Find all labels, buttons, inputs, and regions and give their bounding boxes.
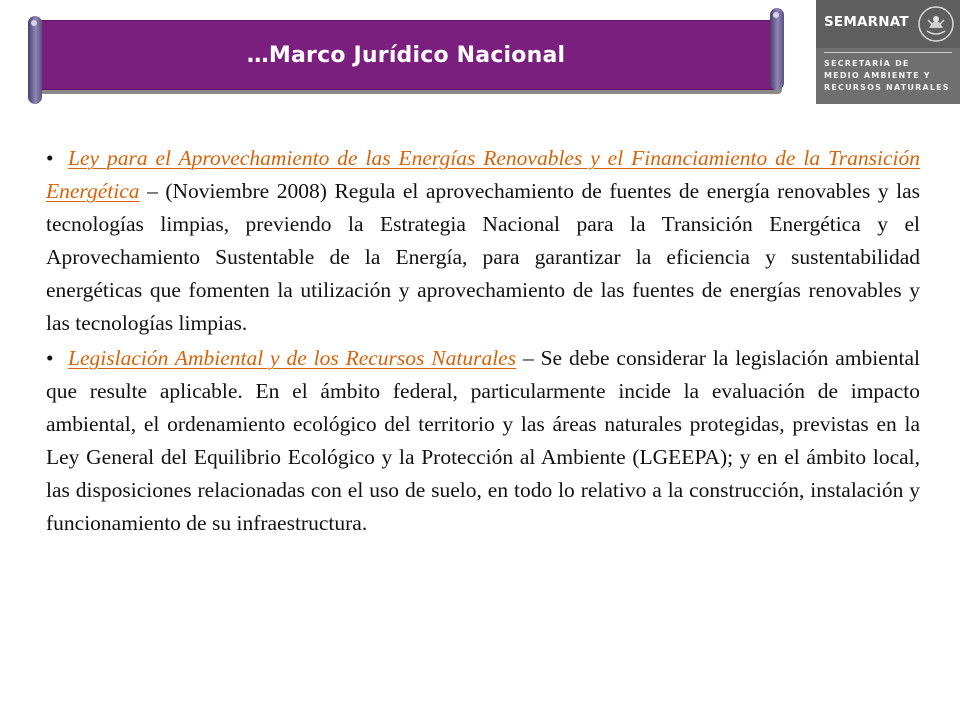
body-content xyxy=(46,142,920,542)
logo-subtitle-line: RECURSOS NATURALES xyxy=(824,83,950,92)
law-link-legislacion-ambiental[interactable]: Legislación Ambiental y de los Recursos Naturales xyxy=(68,346,517,370)
mexican-coat-of-arms-icon xyxy=(916,4,956,44)
logo-subtitle-line: MEDIO AMBIENTE Y xyxy=(824,71,931,80)
law-link-energias-renovables[interactable]: Ley para el Aprovechamiento de las Energías Renovables y el Financiamiento de la Transición Energética xyxy=(46,146,920,203)
semarnat-logo xyxy=(816,0,960,104)
list-item xyxy=(46,342,920,540)
logo-divider xyxy=(824,52,952,53)
logo-name: SEMARNAT xyxy=(824,14,909,30)
item-description: – Se debe considerar la legislación ambiental que resulte aplicable. En el ámbito federal, particularmente incide la evaluación de impacto ambiental, el ordenamiento ecológico del territorio y las áreas naturales protegidas, previstas en la Ley General del Equilibrio Ecológico y la Protección al Ambiente (LGEEPA); y en el ámbito local, las disposiciones relacionadas con el uso de suelo, en todo lo relativo a la construcción, instalación y funcionamiento de su infraestructura. xyxy=(46,346,921,535)
page-title: …Marco Jurídico Nacional xyxy=(246,42,566,68)
logo-subtitle-line: SECRETARÍA DE xyxy=(824,59,910,68)
bullet: • xyxy=(46,346,54,370)
bullet: • xyxy=(46,146,54,170)
logo-subtitle xyxy=(824,58,958,94)
title-banner xyxy=(28,8,788,100)
item-description: – (Noviembre 2008) Regula el aprovechamiento de fuentes de energía renovables y las tecnologías limpias, previendo la Estrategia Nacional para la Transición Energética y el Aprovechamiento Sustentable de la Energía, para garantizar la eficiencia y sustentabilidad energéticas que fomenten la utilización y aprovechamiento de las fuentes de energías renovables y las tecnologías limpias. xyxy=(46,179,920,335)
list-item xyxy=(46,142,920,340)
